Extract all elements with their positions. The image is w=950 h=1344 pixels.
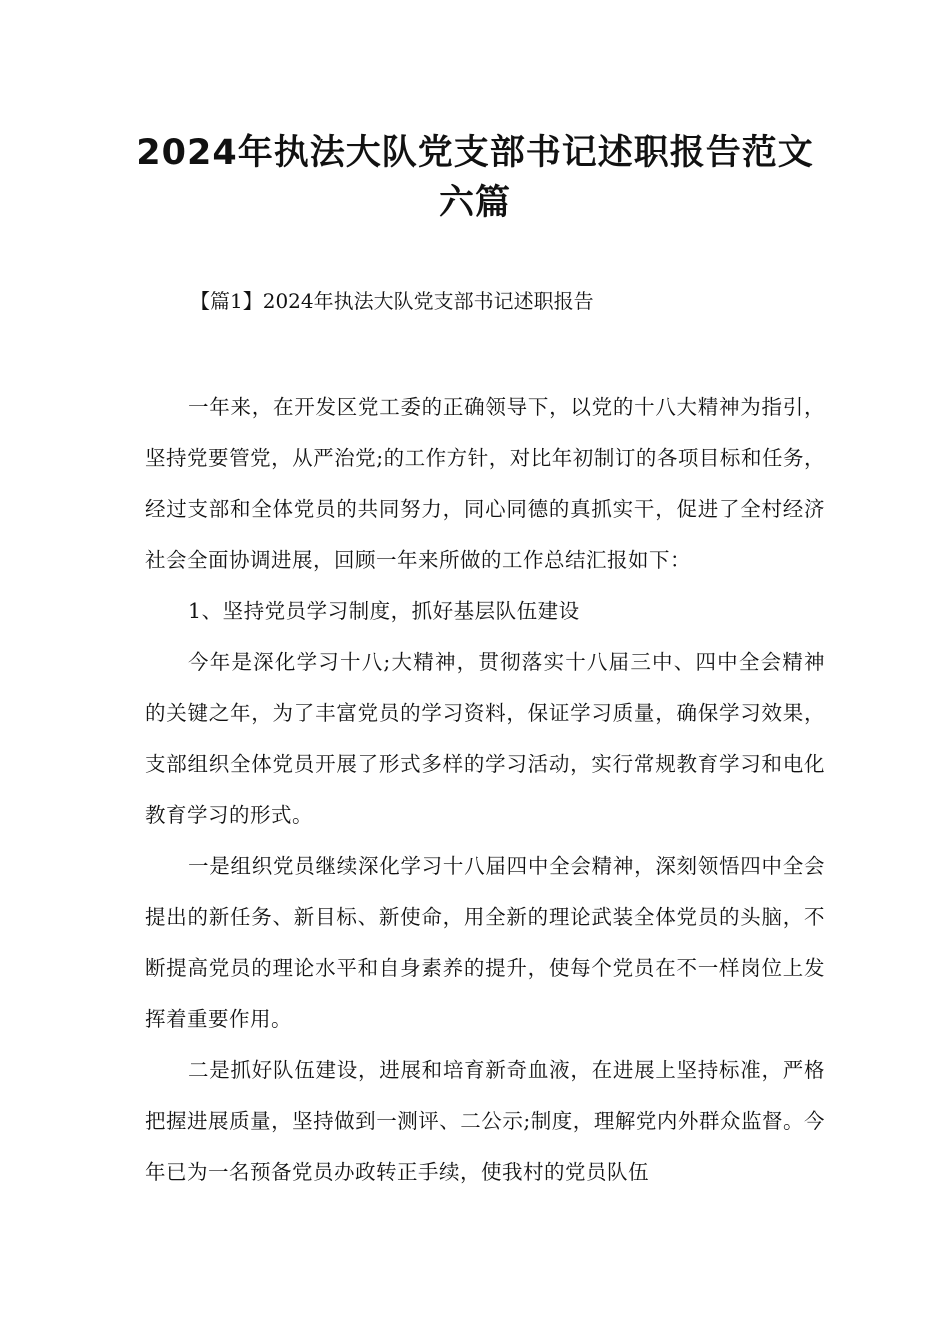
- paragraph: 二是抓好队伍建设，进展和培育新奇血液，在进展上坚持标准，严格把握进展质量，坚持做到一测评、二公示;制度，理解党内外群众监督。今年已为一名预备党员办政转正手续，使我村的党员队伍: [145, 1058, 825, 1184]
- document-title: 2024年执法大队党支部书记述职报告范文六篇: [136, 133, 814, 223]
- paragraph: 一是组织党员继续深化学习十八届四中全会精神，深刻领悟四中全会提出的新任务、新目标、新使命，用全新的理论武装全体党员的头脑，不断提高党员的理论水平和自身素养的提升，使每个党员在不一样岗位上发挥着重要作用。: [145, 854, 825, 1031]
- paragraph: 今年是深化学习十八;大精神，贯彻落实十八届三中、四中全会精神的关键之年，为了丰富党员的学习资料，保证学习质量，确保学习效果，支部组织全体党员开展了形式多样的学习活动，实行常规教育学习和电化教育学习的形式。: [145, 650, 825, 827]
- paragraph: 一年来，在开发区党工委的正确领导下，以党的十八大精神为指引，坚持党要管党，从严治党;的工作方针，对比年初制订的各项目标和任务，经过支部和全体党员的共同努力，同心同德的真抓实干，促进了全村经济社会全面协调进展，回顾一年来所做的工作总结汇报如下：: [145, 395, 825, 572]
- document-body: [145, 382, 825, 1198]
- paragraph: 1、坚持党员学习制度，抓好基层队伍建设: [188, 599, 580, 623]
- section-heading: 【篇1】2024年执法大队党支部书记述职报告: [190, 289, 594, 313]
